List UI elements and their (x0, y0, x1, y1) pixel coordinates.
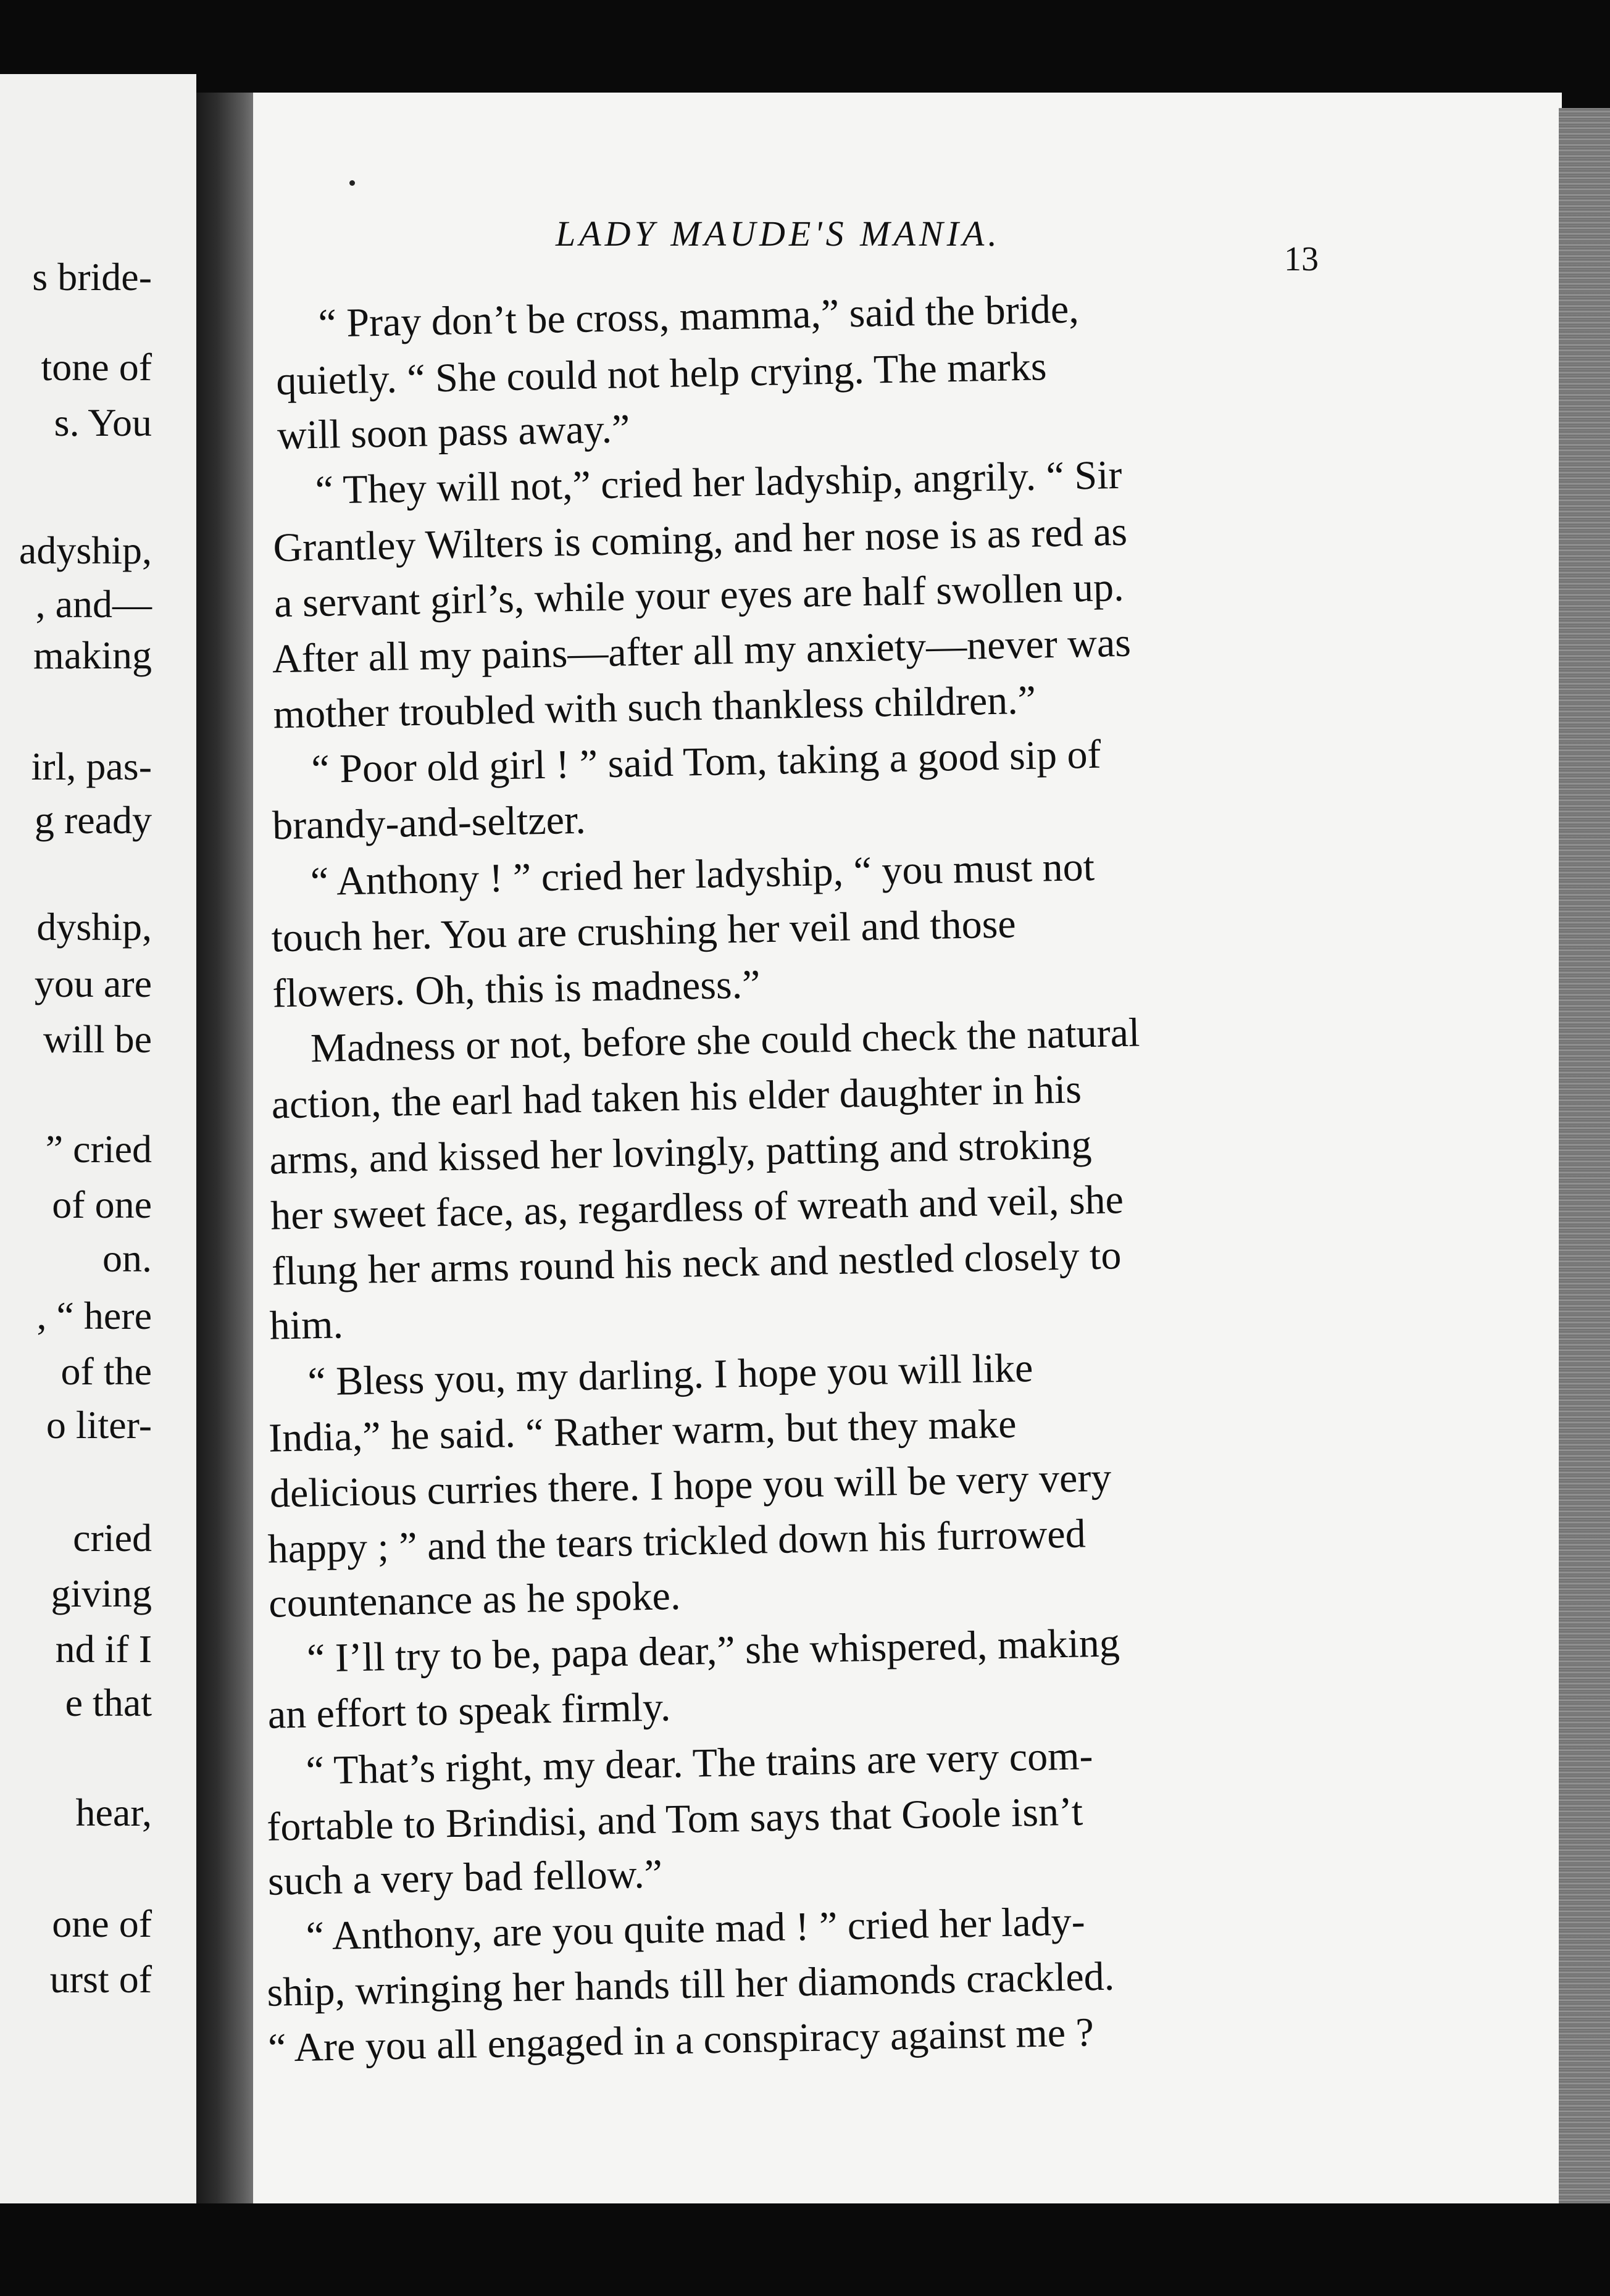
text-line: happy ; ” and the tears trickled down his furrowed (267, 1511, 1087, 1572)
text-line: such a very bad fellow.” (267, 1851, 663, 1904)
left-line: giving (51, 1571, 152, 1615)
text-line: “ Poor old girl ! ” said Tom, taking a good sip of (311, 731, 1102, 792)
text-line: touch her. You are crushing her veil and those (270, 901, 1017, 961)
text-line: After all my pains—after all my anxiety—never was (272, 620, 1132, 682)
text-line: arms, and kissed her lovingly, patting and stroking (269, 1122, 1093, 1183)
left-line: you are (34, 962, 152, 1005)
text-line: an effort to speak firmly. (267, 1684, 671, 1737)
left-line: s. You (54, 401, 152, 444)
left-line: adyship, (19, 528, 152, 572)
left-line: e that (65, 1681, 152, 1724)
text-line: a servant girl’s, while your eyes are half swollen up. (273, 564, 1125, 626)
scan-background (0, 2203, 1610, 2281)
page-number: 13 (1284, 240, 1319, 278)
text-line: “ Anthony ! ” cried her ladyship, “ you must not (310, 844, 1095, 905)
left-line: , and— (35, 582, 152, 626)
left-line: g ready (34, 798, 152, 842)
text-line: “ Pray don’t be cross, mamma,” said the bride, (317, 286, 1080, 346)
left-line: , “ here (36, 1294, 152, 1337)
text-line: “ Are you all engaged in a conspiracy against me ? (267, 2010, 1095, 2071)
left-line: one of (52, 1902, 152, 1945)
left-line: tone of (41, 345, 152, 389)
text-line: ship, wringing her hands till her diamonds crackled. (266, 1953, 1115, 2015)
text-line: “ Anthony, are you quite mad ! ” cried her lady- (306, 1899, 1086, 1959)
left-line: o liter- (46, 1403, 152, 1447)
text-line: delicious curries there. I hope you will be very very (269, 1455, 1112, 1516)
text-line: Grantley Wilters is coming, and her nose is as red as (272, 509, 1128, 571)
left-line: ” cried (45, 1127, 152, 1171)
text-line: mother troubled with such thankless children.” (273, 677, 1036, 738)
text-line: “ Bless you, my darling. I hope you will like (307, 1345, 1033, 1405)
left-line: will be (43, 1017, 152, 1061)
left-line: cried (73, 1516, 152, 1560)
left-line: hear, (75, 1791, 152, 1834)
left-line: nd if I (55, 1627, 152, 1671)
text-line: her sweet face, as, regardless of wreath and veil, she (270, 1177, 1124, 1239)
text-line: flung her arms round his neck and nestled closely to (271, 1233, 1122, 1294)
text-line: action, the earl had taken his elder daughter in his (271, 1067, 1082, 1128)
text-line: fortable to Brindisi, and Tom says that Goole isn’t (266, 1789, 1083, 1850)
left-line: of the (60, 1349, 152, 1393)
text-line: quietly. “ She could not help crying. The marks (275, 344, 1048, 404)
text-line: India,” he said. “ Rather warm, but they make (268, 1401, 1017, 1461)
text-line: “ I’ll try to be, papa dear,” she whispered, making (306, 1620, 1120, 1681)
text-line: “ They will not,” cried her ladyship, angrily. “ Sir (315, 452, 1123, 513)
left-line: making (33, 633, 152, 677)
text-line: flowers. Oh, this is madness.” (272, 962, 761, 1017)
text-line: “ That’s right, my dear. The trains are very com- (305, 1733, 1094, 1794)
left-line: of one (52, 1183, 152, 1226)
running-head: LADY MAUDE'S MANIA. (556, 214, 1001, 254)
text-line: will soon pass away.” (277, 406, 630, 459)
left-line: irl, pas- (31, 744, 152, 788)
left-line: s bride- (32, 255, 152, 299)
text-line: brandy-and-seltzer. (272, 797, 586, 849)
left-line: on. (102, 1236, 152, 1280)
text-line: him. (269, 1302, 344, 1349)
left-line: urst of (49, 1957, 152, 2001)
text-line: Madness or not, before she could check the natural (310, 1010, 1140, 1071)
text-line: countenance as he spoke. (268, 1573, 682, 1626)
left-line: dyship, (36, 905, 152, 949)
